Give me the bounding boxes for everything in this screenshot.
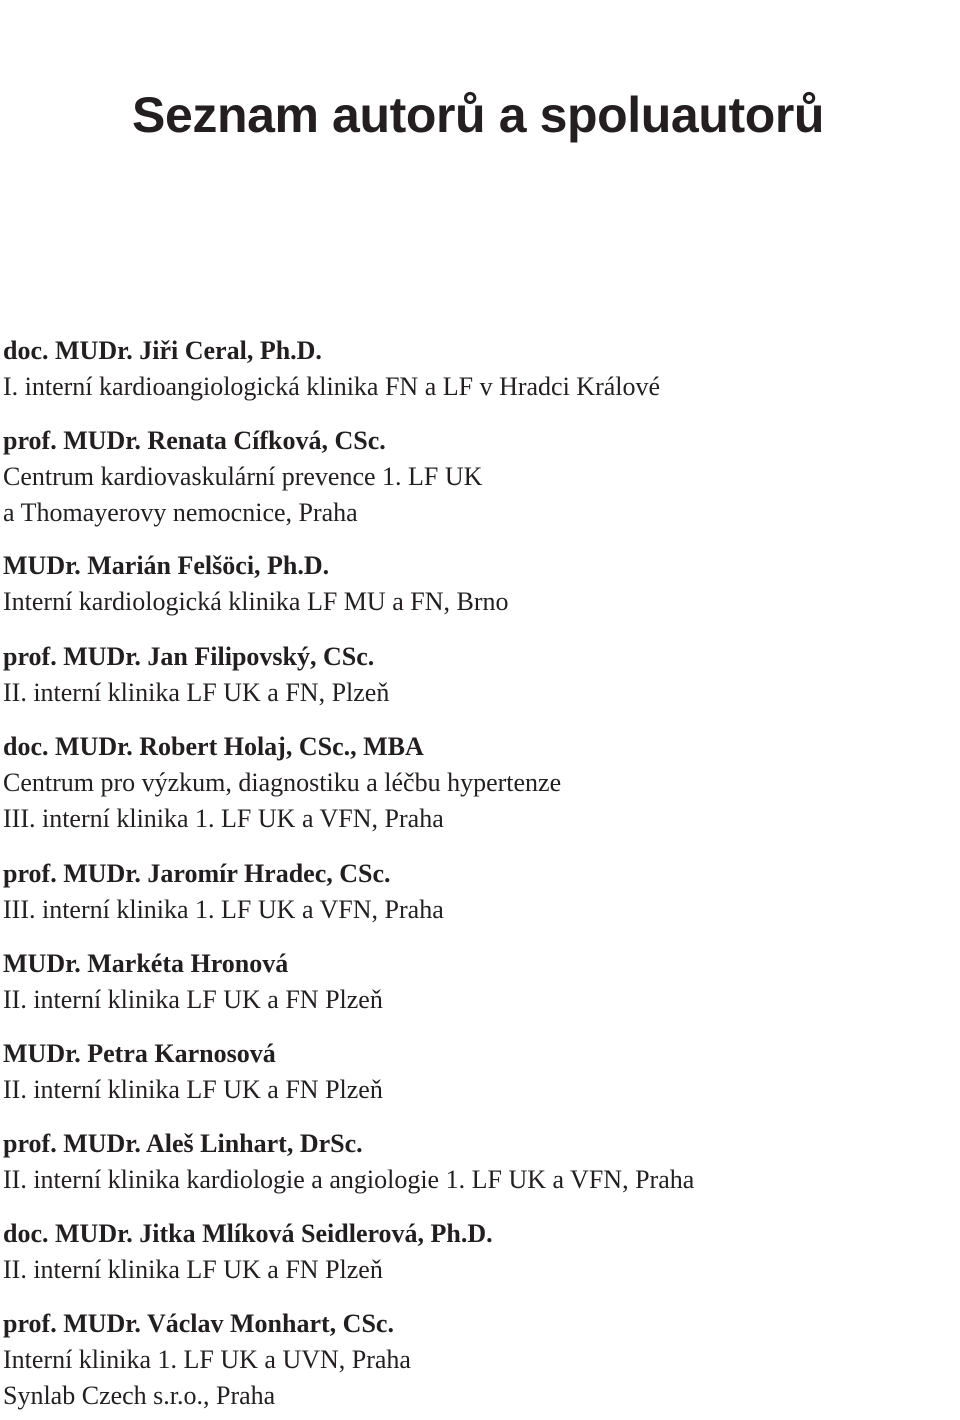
- author-name: prof. MUDr. Jan Filipovský, CSc.: [3, 642, 375, 671]
- author-name: doc. MUDr. Robert Holaj, CSc., MBA: [3, 732, 424, 761]
- author-affiliation: III. interní klinika 1. LF UK a VFN, Praha: [3, 895, 444, 924]
- author-affiliation: II. interní klinika LF UK a FN Plzeň: [3, 1255, 383, 1284]
- author-entry: [3, 946, 383, 1018]
- author-entry: [3, 1306, 411, 1414]
- author-affiliation: Interní kardiologická klinika LF MU a FN, Brno: [3, 587, 509, 616]
- page-title: Seznam autorů a spoluautorů: [132, 87, 825, 143]
- author-name: prof. MUDr. Václav Monhart, CSc.: [3, 1309, 394, 1338]
- author-name: MUDr. Petra Karnosová: [3, 1039, 276, 1068]
- author-entry: [3, 639, 389, 711]
- author-entry: [3, 548, 508, 620]
- author-affiliation: II. interní klinika LF UK a FN Plzeň: [3, 1075, 383, 1104]
- author-entry: [3, 856, 444, 928]
- author-entry: [3, 1036, 383, 1108]
- author-affiliation: II. interní klinika kardiologie a angiologie 1. LF UK a VFN, Praha: [3, 1165, 695, 1194]
- author-entry: [3, 729, 561, 837]
- author-entry: [3, 333, 660, 405]
- author-entry: [3, 423, 482, 531]
- author-affiliation: Centrum pro výzkum, diagnostiku a léčbu hypertenze: [3, 768, 562, 797]
- author-affiliation: Centrum kardiovaskulární prevence 1. LF UK: [3, 462, 483, 491]
- author-affiliation: II. interní klinika LF UK a FN, Plzeň: [3, 678, 390, 707]
- author-name: MUDr. Marián Felšöci, Ph.D.: [3, 551, 330, 580]
- author-entry: [3, 1126, 694, 1198]
- author-name: doc. MUDr. Jiři Ceral, Ph.D.: [3, 336, 322, 365]
- author-entry: [3, 1216, 493, 1288]
- author-affiliation: Synlab Czech s.r.o., Praha: [3, 1381, 276, 1410]
- author-affiliation: Interní klinika 1. LF UK a UVN, Praha: [3, 1345, 411, 1374]
- author-affiliation: a Thomayerovy nemocnice, Praha: [3, 498, 358, 527]
- author-affiliation: III. interní klinika 1. LF UK a VFN, Praha: [3, 804, 444, 833]
- author-name: MUDr. Markéta Hronová: [3, 949, 289, 978]
- author-name: prof. MUDr. Jaromír Hradec, CSc.: [3, 859, 391, 888]
- author-name: prof. MUDr. Renata Cífková, CSc.: [3, 426, 386, 455]
- author-affiliation: II. interní klinika LF UK a FN Plzeň: [3, 985, 383, 1014]
- author-name: doc. MUDr. Jitka Mlíková Seidlerová, Ph.D.: [3, 1219, 493, 1248]
- author-name: prof. MUDr. Aleš Linhart, DrSc.: [3, 1129, 363, 1158]
- author-affiliation: I. interní kardioangiologická klinika FN a LF v Hradci Králové: [3, 372, 661, 401]
